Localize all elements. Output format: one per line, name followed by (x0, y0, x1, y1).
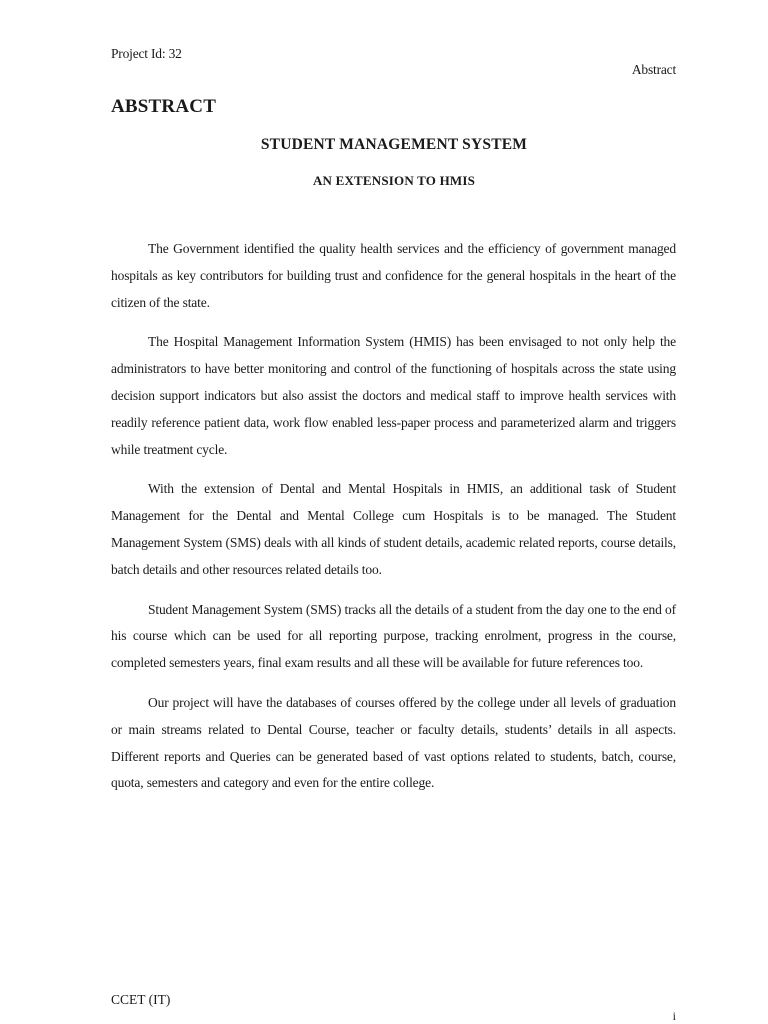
document-title: STUDENT MANAGEMENT SYSTEM (260, 136, 528, 153)
paragraph-1: The Government identified the quality health services and the efficiency of government managed hospitals as key contributors for building trust and confidence for the general hospitals in the heart of the citizen of the state. (111, 241, 676, 310)
project-id-header: Project Id: 32 (111, 46, 182, 61)
section-label-header: Abstract (631, 62, 676, 77)
page-number: i (672, 1009, 676, 1023)
abstract-heading: ABSTRACT (111, 96, 217, 117)
document-subtitle: AN EXTENSION TO HMIS (312, 173, 476, 188)
paragraph-2: The Hospital Management Information System (HMIS) has been envisaged to not only help the administrators to have better monitoring and control of the functioning of hospitals across the state using decision support indicators but also assist the doctors and medical staff to improve health services with readily reference patient data, work flow enabled less-paper process and parameterized alarm and triggers while treatment cycle. (111, 334, 676, 457)
institution-footer: CCET (IT) (111, 992, 171, 1007)
abstract-body (111, 236, 676, 810)
paragraph-3: With the extension of Dental and Mental Hospitals in HMIS, an additional task of Student Management for the Dental and Mental College cum Hospitals is to be managed. The Student Management System (SMS) deals with all kinds of student details, academic related reports, course details, batch details and other resources related details too. (111, 481, 676, 577)
paragraph-5: Our project will have the databases of courses offered by the college under all levels of graduation or main streams related to Dental Course, teacher or faculty details, students’ details in all aspects. Different reports and Queries can be generated based of vast options related to students, batch, course, quota, semesters and category and even for the entire college. (111, 694, 676, 791)
paragraph-4: Student Management System (SMS) tracks all the details of a student from the day one to the end of his course which can be used for all reporting purpose, tracking enrolment, progress in the course, completed semesters years, final exam results and all these will be available for future references too. (111, 601, 676, 671)
